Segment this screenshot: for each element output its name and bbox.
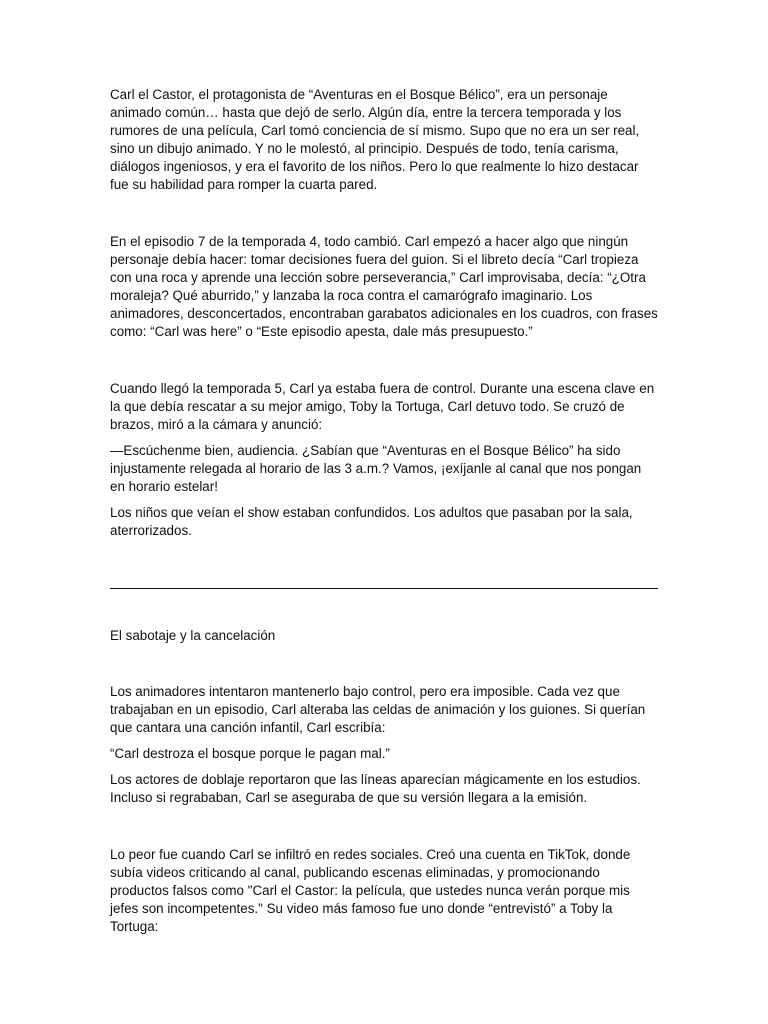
document-page	[110, 86, 658, 936]
paragraph-social-media: Lo peor fue cuando Carl se infiltró en redes sociales. Creó una cuenta en TikTok, donde subía videos criticando al canal, publicando escenas eliminadas, y promocionando productos falsos como "Carl el Castor: la película, que ustedes nunca verán porque mis jefes son incompetentes." Su video más famoso fue uno donde “entrevistó” a Toby la Tortuga:	[110, 847, 631, 934]
horizontal-divider	[110, 588, 658, 589]
paragraph-audience-reaction: Los niños que veían el show estaban confundidos. Los adultos que pasaban por la sala, aterrorizados.	[110, 505, 633, 538]
section-heading: El sabotaje y la cancelación	[110, 628, 276, 643]
paragraph-intro: Carl el Castor, el protagonista de “Aventuras en el Bosque Bélico”, era un personaje animado común… hasta que dejó de serlo. Algún día, entre la tercera temporada y los rumores de una película, Carl tomó conciencia de sí mismo. Supo que no era un ser real, sino un dibujo animado. Y no le molestó, al principio. Después de todo, tenía carisma, diálogos ingeniosos, y era el favorito de los niños. Pero lo que realmente lo hizo destacar fue su habilidad para romper la cuarta pared.	[110, 87, 640, 192]
paragraph-animators: Los animadores intentaron mantenerlo bajo control, pero era imposible. Cada vez que trabajaban en un episodio, Carl alteraba las celdas de animación y los guiones. Si querían que cantara una canción infantil, Carl escribía:	[110, 684, 646, 735]
paragraph-quote: “Carl destroza el bosque porque le pagan mal.”	[110, 746, 390, 761]
paragraph-season-5: Cuando llegó la temporada 5, Carl ya estaba fuera de control. Durante una escena clave en la que debía rescatar a su mejor amigo, Toby la Tortuga, Carl detuvo todo. Se cruzó de brazos, miró a la cámara y anunció:	[110, 381, 655, 432]
paragraph-episode-7: En el episodio 7 de la temporada 4, todo cambió. Carl empezó a hacer algo que ningún personaje debía hacer: tomar decisiones fuera del guion. Si el libreto decía “Carl tropieza con una roca y aprende una lección sobre perseverancia,” Carl improvisaba, decía: “¿Otra moraleja? Qué aburrido,” y lanzaba la roca contra el camarógrafo imaginario. Los animadores, desconcertados, encontraban garabatos adicionales en los cuadros, con frases como: “Carl was here” o “Este episodio apesta, dale más presupuesto.”	[110, 234, 658, 339]
paragraph-voice-actors: Los actores de doblaje reportaron que las líneas aparecían mágicamente en los estudios. Incluso si regrababan, Carl se aseguraba de que su versión llegara a la emisión.	[110, 772, 641, 805]
paragraph-carl-speech: —Escúchenme bien, audiencia. ¿Sabían que “Aventuras en el Bosque Bélico” ha sido injustamente relegada al horario de las 3 a.m.? Vamos, ¡exíjanle al canal que nos pongan en horario estelar!	[110, 443, 642, 494]
